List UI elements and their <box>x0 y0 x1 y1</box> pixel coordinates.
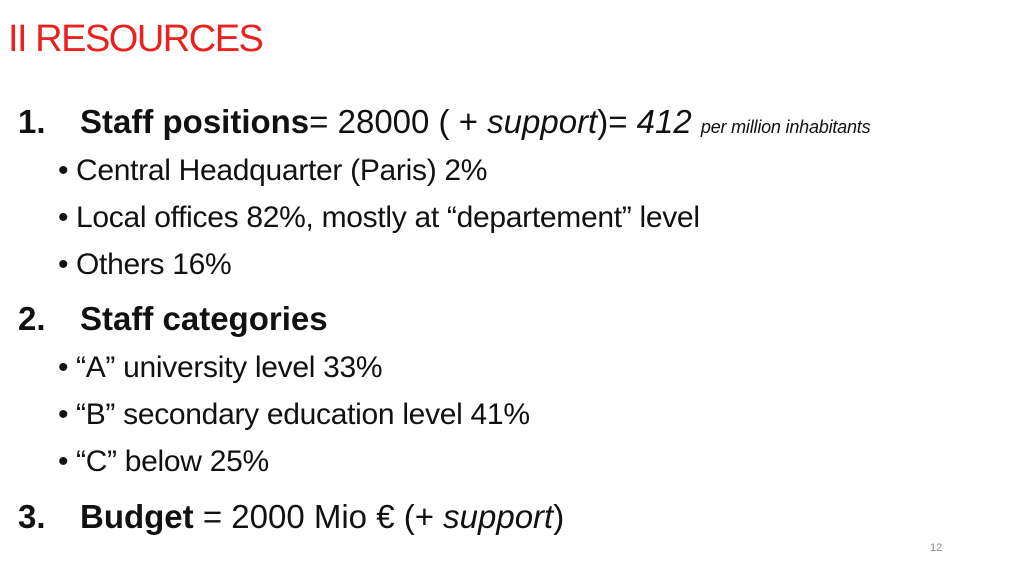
bullet-text: Central Headquarter (Paris) 2% <box>76 154 488 187</box>
item-text: = 2000 Mio € (+ <box>193 498 444 535</box>
item-text: = 28000 ( + <box>309 103 488 140</box>
bullet-item <box>58 398 530 432</box>
bullet-dot: • <box>58 351 69 384</box>
bullet-dot: • <box>58 398 69 431</box>
list-item-budget <box>18 498 564 536</box>
bullet-dot: • <box>58 154 69 187</box>
item-heading: Staff positions <box>80 103 310 140</box>
item-number: 2. <box>18 300 46 337</box>
bullet-text: “B” secondary education level 41% <box>76 398 530 431</box>
bullet-text: “C” below 25% <box>76 445 269 478</box>
bullet-dot: • <box>58 248 69 281</box>
list-item-staff-categories <box>18 300 328 338</box>
bullet-text: Local offices 82%, mostly at “departement” level <box>76 201 700 234</box>
bullet-item <box>58 351 382 385</box>
bullet-text: “A” university level 33% <box>76 351 383 384</box>
item-italic-word: support <box>487 103 598 140</box>
item-heading: Budget <box>80 498 194 535</box>
bullet-item <box>58 201 700 235</box>
item-value: 412 <box>636 103 692 140</box>
bullet-item <box>58 248 231 282</box>
bullet-item <box>58 154 487 188</box>
item-heading: Staff categories <box>80 300 328 337</box>
bullet-dot: • <box>58 201 69 234</box>
item-italic-word: support <box>443 498 554 535</box>
list-item-staff-positions <box>18 103 870 141</box>
bullet-dot: • <box>58 445 69 478</box>
item-number: 1. <box>18 103 46 140</box>
bullet-item <box>58 445 269 479</box>
item-number: 3. <box>18 498 46 535</box>
item-text: )= <box>597 103 637 140</box>
bullet-text: Others 16% <box>76 248 232 281</box>
slide-title: II RESOURCES <box>8 18 263 60</box>
item-text: ) <box>553 498 565 535</box>
item-unit: per million inhabitants <box>700 117 871 137</box>
page-number: 12 <box>930 542 943 554</box>
